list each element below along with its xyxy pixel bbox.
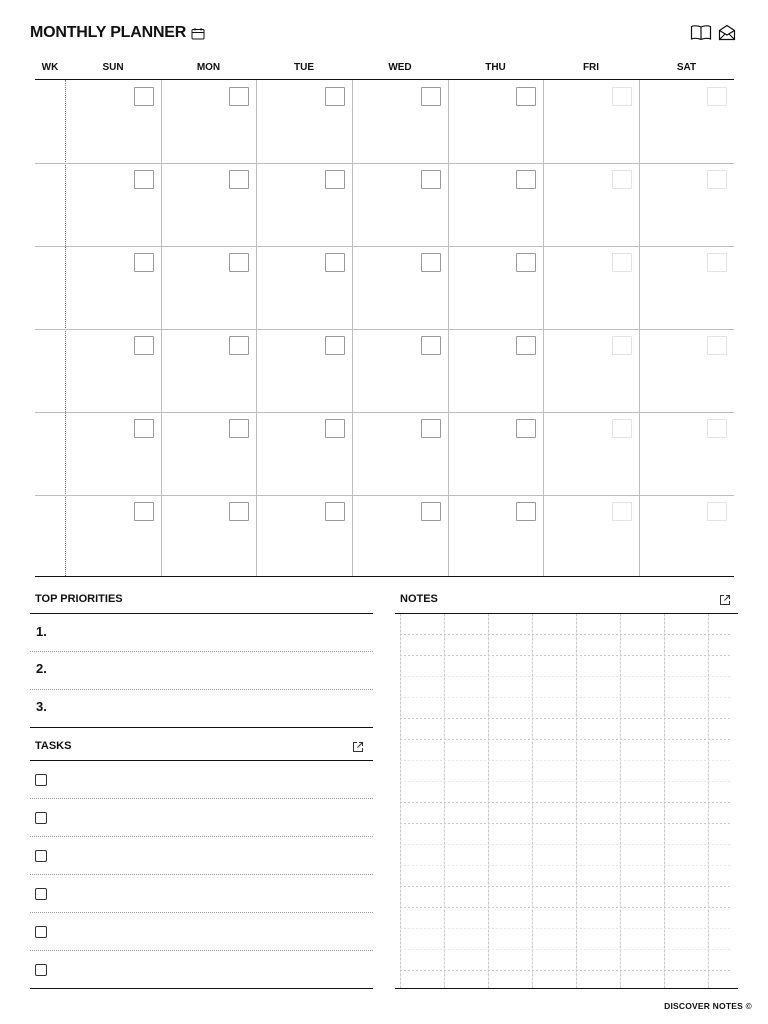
day-number-box[interactable] <box>421 419 441 438</box>
day-number-box[interactable] <box>325 253 345 272</box>
day-number-box[interactable] <box>421 336 441 355</box>
tasks-title: TASKS <box>35 740 72 752</box>
day-header-tue: TUE <box>294 62 314 73</box>
page-title <box>30 24 205 42</box>
priority-3[interactable]: 3. <box>36 699 47 714</box>
task-checkbox[interactable] <box>35 774 47 786</box>
task-checkbox[interactable] <box>35 812 47 824</box>
day-number-box[interactable] <box>612 87 632 106</box>
day-number-box[interactable] <box>325 87 345 106</box>
day-number-box[interactable] <box>707 336 727 355</box>
day-header-wed: WED <box>388 62 412 73</box>
page-title-text: MONTHLY PLANNER <box>30 24 187 41</box>
day-number-box[interactable] <box>516 253 536 272</box>
tasks-bottom-divider <box>30 988 373 989</box>
day-number-box[interactable] <box>516 170 536 189</box>
priority-line <box>30 689 373 690</box>
week-column-header: WK <box>41 62 59 73</box>
day-divider <box>256 80 257 576</box>
task-checkbox[interactable] <box>35 850 47 862</box>
week-column-divider <box>65 80 66 576</box>
day-divider <box>543 80 544 576</box>
day-number-box[interactable] <box>229 502 249 521</box>
day-header-sun: SUN <box>102 62 124 73</box>
day-number-box[interactable] <box>325 170 345 189</box>
notes-bottom-divider <box>395 988 738 989</box>
day-number-box[interactable] <box>707 170 727 189</box>
day-header-sat: SAT <box>676 62 697 73</box>
footer-brand: DISCOVER NOTES © <box>664 1001 752 1011</box>
day-number-box[interactable] <box>134 170 154 189</box>
book-icon[interactable] <box>690 24 712 46</box>
day-divider <box>639 80 640 576</box>
day-number-box[interactable] <box>421 502 441 521</box>
day-number-box[interactable] <box>516 419 536 438</box>
day-number-box[interactable] <box>134 87 154 106</box>
day-number-box[interactable] <box>229 170 249 189</box>
day-number-box[interactable] <box>612 170 632 189</box>
day-number-box[interactable] <box>229 336 249 355</box>
day-divider <box>161 80 162 576</box>
day-number-box[interactable] <box>229 87 249 106</box>
day-number-box[interactable] <box>516 502 536 521</box>
day-number-box[interactable] <box>325 336 345 355</box>
day-header-mon: MON <box>196 62 221 73</box>
day-divider <box>352 80 353 576</box>
day-divider <box>448 80 449 576</box>
tasks-divider <box>30 760 373 761</box>
day-number-box[interactable] <box>134 419 154 438</box>
task-line <box>30 836 373 837</box>
day-number-box[interactable] <box>612 419 632 438</box>
day-number-box[interactable] <box>612 336 632 355</box>
day-number-box[interactable] <box>421 170 441 189</box>
week-divider <box>35 246 734 247</box>
day-number-box[interactable] <box>707 419 727 438</box>
calendar-grid <box>35 80 734 577</box>
external-link-icon[interactable] <box>352 740 364 758</box>
day-header-fri: FRI <box>582 62 600 73</box>
day-number-box[interactable] <box>229 419 249 438</box>
calendar-header <box>35 60 734 80</box>
day-number-box[interactable] <box>134 502 154 521</box>
notes-title: NOTES <box>400 593 438 605</box>
task-line <box>30 874 373 875</box>
priorities-divider <box>30 613 373 614</box>
day-number-box[interactable] <box>707 87 727 106</box>
top-icons <box>690 24 736 46</box>
week-divider <box>35 163 734 164</box>
priorities-title: TOP PRIORITIES <box>35 593 123 605</box>
day-number-box[interactable] <box>516 336 536 355</box>
priority-line <box>30 651 373 652</box>
week-divider <box>35 329 734 330</box>
priority-1[interactable]: 1. <box>36 624 47 639</box>
week-divider <box>35 495 734 496</box>
day-number-box[interactable] <box>325 419 345 438</box>
day-number-box[interactable] <box>421 253 441 272</box>
task-checkbox[interactable] <box>35 926 47 938</box>
day-number-box[interactable] <box>134 336 154 355</box>
day-number-box[interactable] <box>707 502 727 521</box>
envelope-icon[interactable] <box>718 24 736 46</box>
day-header-thu: THU <box>485 62 506 73</box>
calendar-icon <box>191 27 205 40</box>
priority-2[interactable]: 2. <box>36 661 47 676</box>
day-number-box[interactable] <box>707 253 727 272</box>
day-number-box[interactable] <box>516 87 536 106</box>
day-number-box[interactable] <box>229 253 249 272</box>
task-checkbox[interactable] <box>35 964 47 976</box>
day-number-box[interactable] <box>421 87 441 106</box>
day-number-box[interactable] <box>134 253 154 272</box>
task-line <box>30 912 373 913</box>
day-number-box[interactable] <box>612 253 632 272</box>
task-checkbox[interactable] <box>35 888 47 900</box>
week-divider <box>35 412 734 413</box>
task-line <box>30 950 373 951</box>
day-number-box[interactable] <box>612 502 632 521</box>
priorities-bottom-divider <box>30 727 373 728</box>
task-line <box>30 798 373 799</box>
external-link-icon[interactable] <box>719 593 731 611</box>
notes-grid-dots <box>400 614 732 988</box>
day-number-box[interactable] <box>325 502 345 521</box>
